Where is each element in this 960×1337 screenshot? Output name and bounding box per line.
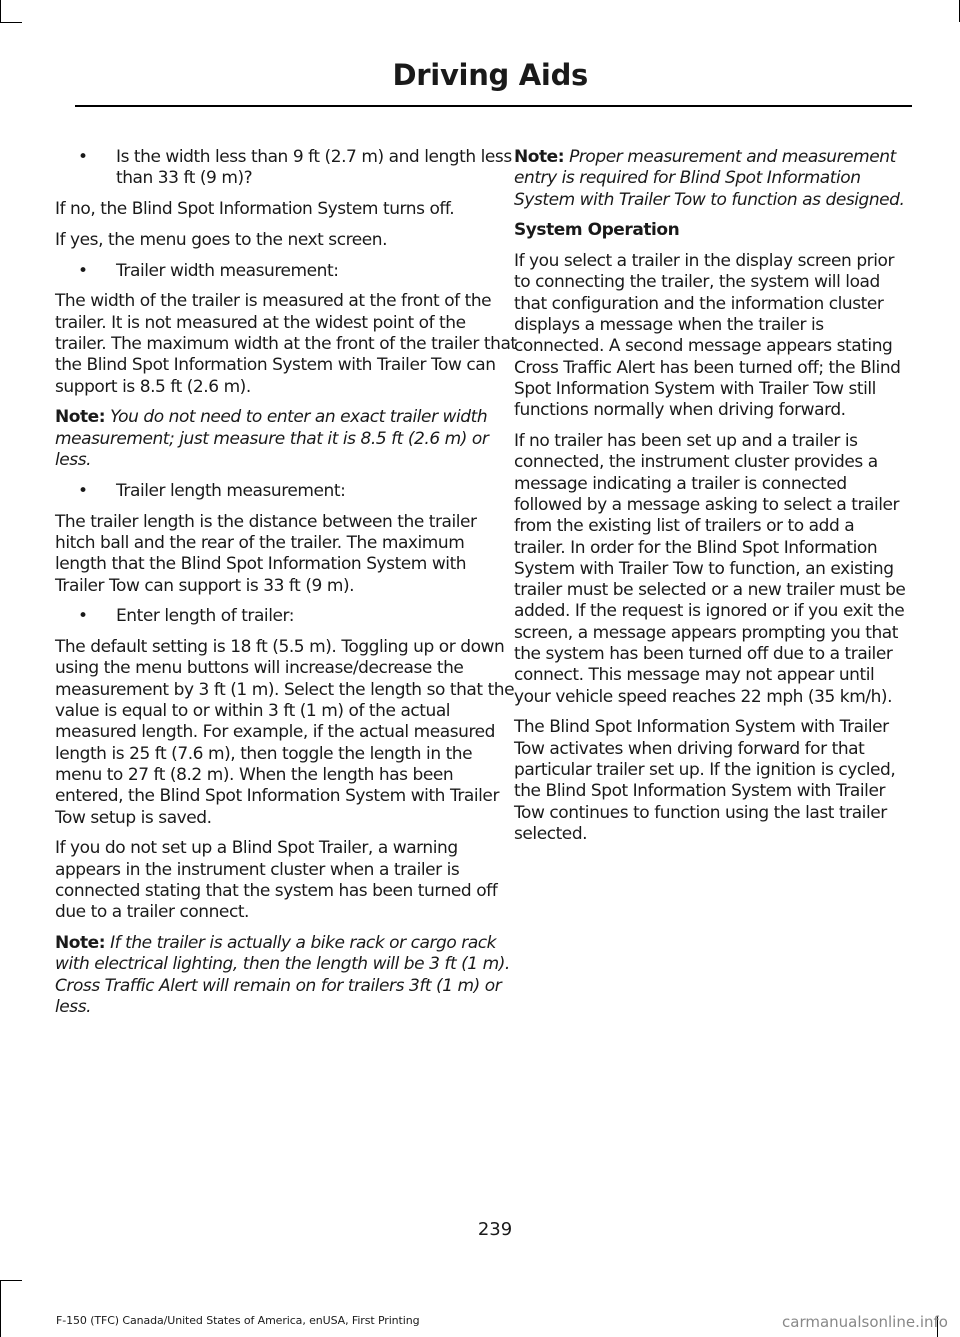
paragraph: The Blind Spot Information System with Trailer Tow activates when driving forward for that particular trailer set up. If the ignition is cycled, the Blind Spot Information System with Trailer Tow continues to function using the last trailer selected. — [514, 717, 896, 844]
bullet-item — [55, 481, 517, 502]
note-label: Note: — [55, 933, 106, 953]
watermark-text: carmanualsonline.info — [782, 1313, 948, 1331]
paragraph: If you do not set up a Blind Spot Trailer, a warning appears in the instrument cluster when a trailer is connected stating that the system has been turned off due to a trailer connect. — [55, 838, 498, 923]
note — [55, 407, 517, 471]
bullet-text: Trailer width measurement: — [116, 260, 339, 281]
paragraph: If you select a trailer in the display screen prior to connecting the trailer, the system will load that configuration and the information cluster displays a message when the trailer is connected. A second message appears stating Cross Traffic Alert has been turned off; the Blind Spot Information System with Trailer Tow still functions normally when driving forward. — [514, 251, 901, 421]
subsection-heading: System Operation — [514, 220, 680, 241]
bullet-item — [55, 147, 517, 190]
note-label: Note: — [514, 147, 565, 167]
note-label: Note: — [55, 407, 106, 428]
bullet-glyph: • — [78, 480, 88, 501]
paragraph: If no, the Blind Spot Information System turns off. — [55, 199, 455, 220]
note-text: If the trailer is actually a bike rack or cargo rack with electrical lighting, then the length will be 3 ft (1 m). Cross Traffic Alert will remain on for trailers 3ft (1 m) or less. — [55, 933, 510, 1017]
crop-mark-bottom-left — [0, 1280, 22, 1281]
crop-mark-top-left-h — [0, 22, 22, 23]
bullet-glyph: • — [78, 606, 88, 627]
crop-mark-top-left — [0, 0, 1, 22]
bullet-glyph: • — [78, 147, 88, 167]
note — [55, 933, 517, 1018]
bullet-text: Trailer length measurement: — [116, 480, 346, 501]
header-rule — [75, 105, 912, 107]
bullet-glyph: • — [78, 260, 88, 281]
left-column — [55, 147, 517, 1028]
crop-mark-bottom-left-v — [0, 1280, 1, 1337]
right-column — [514, 147, 910, 855]
bullet-item — [55, 261, 517, 282]
note-text: You do not need to enter an exact trailer width measurement; just measure that it is 8.5 ft (2.6 m) or less. — [55, 407, 489, 471]
page-number: 239 — [477, 1219, 513, 1240]
note-text: Proper measurement and measurement entry is required for Blind Spot Information System with Trailer Tow to function as designed. — [514, 147, 905, 210]
edition-footer: F-150 (TFC) Canada/United States of America, enUSA, First Printing — [56, 1314, 420, 1327]
paragraph: The default setting is 18 ft (5.5 m). Toggling up or down using the menu buttons will increase/decrease the measurement by 3 ft (1 m). Select the length so that the value is equal to or within 3 ft (1 m) of the actual measured length. For example, if the actual measured length is 25 ft (7.6 m), then toggle the length in the menu to 27 ft (8.2 m). When the length has been entered, the Blind Spot Information System with Trailer Tow setup is saved. — [55, 637, 515, 828]
paragraph: If no trailer has been set up and a trailer is connected, the instrument cluster provides a message indicating a trailer is connected followed by a message asking to select a trailer from the existing list of trailers or to add a trailer. In order for the Blind Spot Information System with Trailer Tow to function, an existing trailer must be selected or a new trailer must be added. If the request is ignored or if you exit the screen, a message appears prompting you that the system has been turned off due to a trailer connect. This message may not appear until your vehicle speed reaches 22 mph (35 km/h). — [514, 431, 906, 707]
note — [514, 147, 910, 211]
paragraph: If yes, the menu goes to the next screen. — [55, 229, 388, 250]
paragraph: The width of the trailer is measured at the front of the trailer. It is not measured at the widest point of the trailer. The maximum width at the front of the trailer that the Blind Spot Information System with Trailer Tow can support is 8.5 ft (2.6 m). — [55, 291, 517, 397]
section-title: Driving Aids — [392, 58, 588, 92]
bullet-text: Is the width less than 9 ft (2.7 m) and length less than 33 ft (9 m)? — [116, 147, 512, 189]
paragraph: The trailer length is the distance between the trailer hitch ball and the rear of the trailer. The maximum length that the Blind Spot Information System with Trailer Tow can support is 33 ft (9 m). — [55, 511, 477, 596]
bullet-text: Enter length of trailer: — [116, 606, 295, 627]
bullet-item — [55, 606, 517, 627]
